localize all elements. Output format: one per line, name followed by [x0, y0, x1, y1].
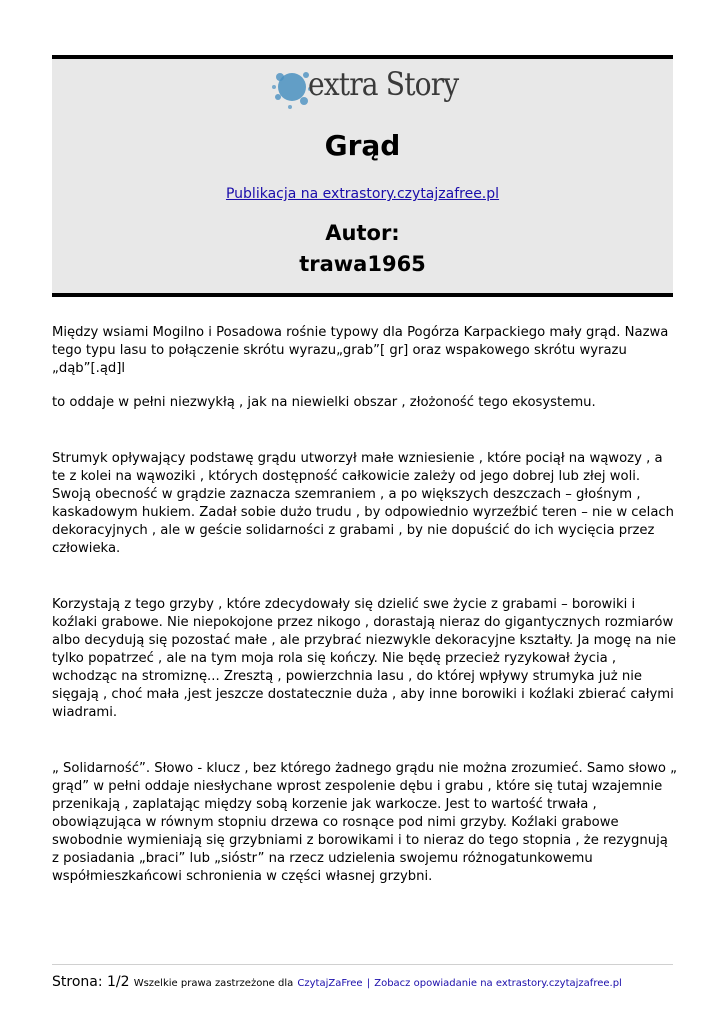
logo-text: extra Story: [308, 65, 459, 103]
czytajzafree-link[interactable]: CzytajZaFree: [297, 978, 363, 989]
story-body: [52, 324, 678, 886]
extrastory-logo: [270, 63, 460, 111]
publication-link[interactable]: Publikacja na extrastory.czytajzafree.pl: [225, 186, 500, 202]
paragraph: to oddaje w pełni niezwykłą , jak na niewielki obszar , złożoność tego ekosystemu.: [52, 395, 596, 410]
paragraph: Korzystają z tego grzyby , które zdecydowały się dzielić swe życie z grabami – borowiki i koźlaki grabowe. Nie niepokojone przez nikogo , dorastają nieraz do gigantycznych rozmiarów albo decydują się pozostać małe , ale przybrać niezwykle dekoracyjne kształty. Ja mogę na nie tylko popatrzeć , ale na tym moja rola się kończy. Nie będę przecież ryzykował życia , wchodząc na stromiznę... Zresztą , powierzchnia lasu , do której wpływy strumyka już nie sięgają , choć mała ,jest jeszcze dostatecznie duża , aby inne borowiki i koźlaki zbierać całymi wiadrami.: [52, 597, 676, 720]
page-number: Strona: 1/2: [52, 974, 130, 990]
page-title: Grąd: [324, 129, 401, 162]
rights-text: Wszelkie prawa zastrzeżone dla: [133, 978, 294, 989]
author-name: trawa1965: [299, 252, 426, 276]
paragraph: „ Solidarność”. Słowo - klucz , bez którego żadnego grądu nie można zrozumieć. Samo słowo „ grąd” w pełni oddaje niesłychane wprost zespolenie dębu i grabu , które się tutaj wzajemnie przenikają , zaplatając między sobą korzenie jak warkocze. Jest to wartość trwała , obowiązująca w równym stopniu drzewa co rosnące pod nimi grzyby. Koźlaki grabowe swobodnie wymieniają się grzybniami z borowikami i to nieraz do tego stopnia , że rezygnują z posiadania „braci” lub „sióstr” na rzecz udzielenia swojemu różnogatunkowemu współmieszkańcowi schronienia w części własnej grzybni.: [52, 761, 677, 884]
view-story-link[interactable]: Zobacz opowiadanie na extrastory.czytajzafree.pl: [374, 978, 622, 989]
footer-divider: [52, 964, 673, 965]
paragraph: Między wsiami Mogilno i Posadowa rośnie typowy dla Pogórza Karpackiego mały grąd. Nazwa tego typu lasu to połączenie skrótu wyrazu„grab”[ gr] oraz wspakowego skrótu wyrazu „dąb”[.ąd]l: [52, 325, 669, 376]
footer-separator: |: [366, 978, 371, 989]
paragraph: Strumyk opływający podstawę grądu utworzył małe wzniesienie , które pociął na wąwozy , a te z kolei na wąwoziki , których dostępność całkowicie zależy od jego dobrej lub złej woli. Swoją obecność w grądzie zaznacza szemraniem , a po większych deszczach – głośnym , kaskadowym hukiem. Zadał sobie dużo trudu , by odpowiednio wyrzeźbić teren – nie w celach dekoracyjnych , ale w geście solidarności z grabami , by nie dopuścić do ich wycięcia przez człowieka.: [52, 451, 675, 556]
document-header: [52, 55, 673, 297]
author-label: Autor:: [325, 221, 400, 245]
page-footer: [52, 974, 622, 990]
